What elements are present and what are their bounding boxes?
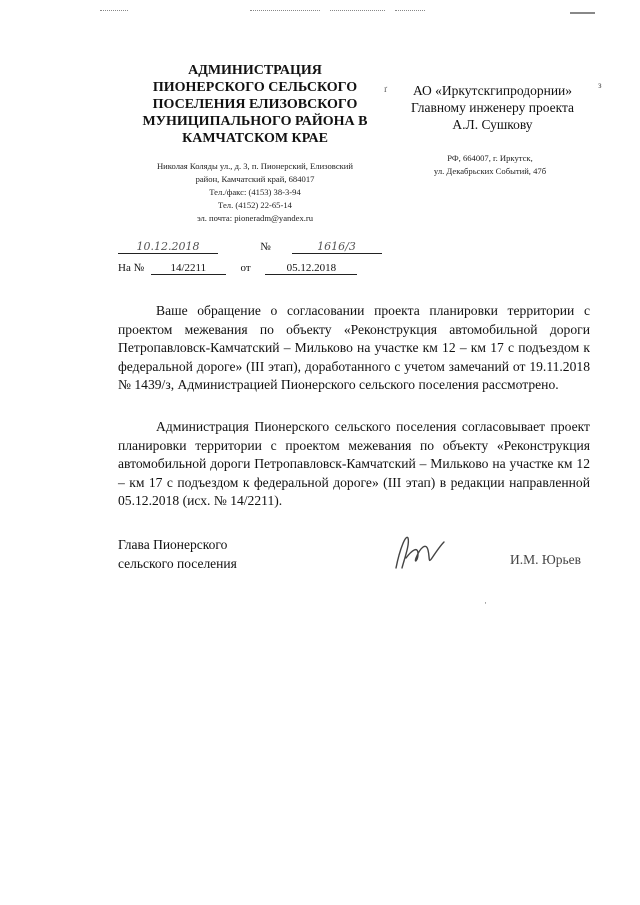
registration-number: 1616/3 bbox=[292, 240, 382, 254]
sender-title-line: ПОСЕЛЕНИЯ ЕЛИЗОВСКОГО bbox=[152, 97, 358, 112]
sender-contacts bbox=[110, 160, 400, 225]
signatory-position-line: Глава Пионерского bbox=[118, 537, 228, 552]
signatory-name: И.М. Юрьев bbox=[510, 552, 582, 567]
scan-artifact-line bbox=[330, 10, 385, 12]
signatory-position-line: сельского поселения bbox=[118, 556, 237, 571]
recipient bbox=[390, 82, 595, 133]
sender-title bbox=[110, 62, 400, 147]
body-paragraph: Администрация Пионерского сельского поселения согласовывает проект планировки территории с проектом межевания по объекту «Реконструкция автомобильной дороги Петропавловск-Камчатский – Мильково на участке км 12 – км 17 с подъездом к федеральной дороге» (III этап) в редакции направленной 05.12.2018 (исх. № 14/2211). bbox=[118, 419, 590, 509]
registration-date: 10.12.2018 bbox=[118, 240, 218, 254]
registration-line bbox=[118, 240, 382, 254]
reference-date-label: от bbox=[240, 262, 251, 274]
registration-number-label: № bbox=[260, 241, 271, 253]
reference-date: 05.12.2018 bbox=[265, 262, 357, 275]
recipient-address-line: ул. Декабрьских Событий, 47б bbox=[433, 166, 547, 176]
scan-artifact-line bbox=[570, 12, 595, 15]
sender-email: эл. почта: pioneradm@yandex.ru bbox=[196, 213, 314, 223]
scan-artifact-line bbox=[100, 10, 128, 12]
sender-title-line: МУНИЦИПАЛЬНОГО РАЙОНА В bbox=[142, 114, 368, 129]
sender-address-line: район, Камчатский край, 684017 bbox=[195, 174, 315, 184]
recipient-address bbox=[385, 152, 595, 178]
recipient-position: Главному инженеру проекта bbox=[410, 100, 575, 115]
sender-phone: Тел. (4152) 22-65-14 bbox=[218, 200, 292, 210]
scan-mark: з bbox=[598, 80, 602, 90]
recipient-organization: АО «Иркутскгипродорнии» bbox=[412, 83, 573, 98]
handwritten-signature bbox=[388, 528, 448, 576]
sender-title-line: КАМЧАТСКОМ КРАЕ bbox=[182, 131, 328, 146]
reference-label: На № bbox=[118, 262, 145, 274]
scan-artifact-line bbox=[395, 10, 425, 12]
sender-phone-fax: Тел./факс: (4153) 38-3-94 bbox=[209, 187, 301, 197]
scan-artifact-line bbox=[250, 10, 320, 12]
reference-number: 14/2211 bbox=[151, 262, 226, 275]
sender-title-line: ПИОНЕРСКОГО СЕЛЬСКОГО bbox=[152, 80, 358, 95]
recipient-address-line: РФ, 664007, г. Иркутск, bbox=[447, 153, 533, 163]
reference-line bbox=[118, 262, 357, 275]
recipient-name: А.Л. Сушкову bbox=[452, 117, 533, 132]
sender-title-line: АДМИНИСТРАЦИЯ bbox=[188, 63, 322, 78]
scan-mark: · bbox=[484, 598, 487, 608]
body-paragraph: Ваше обращение о согласовании проекта планировки территории с проектом межевания по объекту «Реконструкция автомобильной дороги Петропавловск-Камчатский – Мильково на участке км 12 – км 17 с подъездом к федеральной дороге» (III этап), доработанного с учетом замечаний от 19.11.2018 № 1439/з, Администрацией Пионерского сельского поселения рассмотрено. bbox=[118, 303, 590, 393]
scan-mark: ґ bbox=[384, 84, 388, 94]
sender-address-line: Николая Коляды ул., д. 3, п. Пионерский, Елизовский bbox=[156, 161, 354, 171]
signatory-position bbox=[118, 535, 237, 573]
